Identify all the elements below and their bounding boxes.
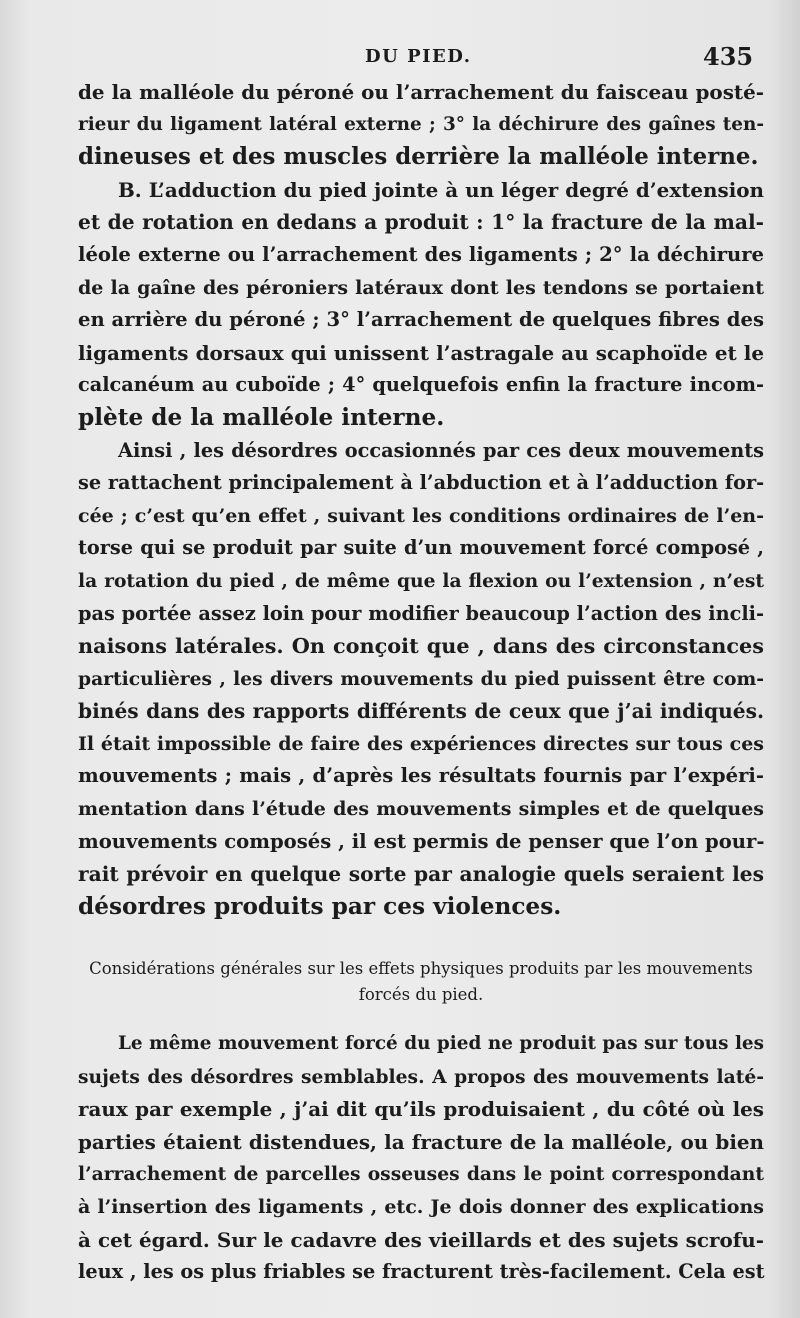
text-line: en arrière du péroné ; 3° l’arrachement de quelques fibres des xyxy=(78,308,764,332)
text-line: dineuses et des muscles derrière la malléole interne. xyxy=(78,143,759,171)
text-line: binés dans des rapports différents de ceux que j’ai indiqués. xyxy=(78,699,764,724)
section-heading xyxy=(78,956,764,1008)
text-line: raux par exemple , j’ai dit qu’ils produisaient , du côté où les xyxy=(78,1097,764,1122)
text-line: à l’insertion des ligaments , etc. Je dois donner des explications xyxy=(78,1195,764,1218)
text-line: rieur du ligament latéral externe ; 3° la déchirure des gaînes ten- xyxy=(78,113,764,135)
text-line: leux , les os plus friables se fracturent très-facilement. Cela est xyxy=(78,1260,765,1284)
text-line: calcanéum au cuboïde ; 4° quelquefois enfin la fracture incom- xyxy=(78,373,764,397)
main-text-continued xyxy=(78,1028,764,1289)
text-line: Le même mouvement forcé du pied ne produit pas sur tous les xyxy=(118,1033,764,1054)
text-line: mouvements composés , il est permis de penser que l’on pour- xyxy=(78,829,765,853)
text-line: torse qui se produit par suite d’un mouvement forcé composé , xyxy=(78,536,764,560)
main-text xyxy=(78,76,764,923)
section-heading-line-2: forcés du pied. xyxy=(358,985,484,1004)
running-title: DU PIED. xyxy=(365,46,472,67)
text-line: B. L’adduction du pied jointe à un léger degré d’extension xyxy=(118,177,764,202)
page-number: 435 xyxy=(703,42,754,71)
text-line: à cet égard. Sur le cadavre des vieillards et des sujets scrofu- xyxy=(78,1227,764,1252)
text-line: Ainsi , les désordres occasionnés par ces deux mouvements xyxy=(118,438,764,462)
text-line: sujets des désordres semblables. A propos des mouvements laté- xyxy=(78,1065,764,1088)
text-line: particulières , les divers mouvements du pied puissent être com- xyxy=(78,667,764,690)
text-line: ligaments dorsaux qui unissent l’astragale au scaphoïde et le xyxy=(78,340,764,365)
paragraph-2 xyxy=(78,174,764,435)
text-line: plète de la malléole interne. xyxy=(78,403,445,431)
text-line: pas portée assez loin pour modifier beaucoup l’action des incli- xyxy=(78,601,764,625)
text-line: et de rotation en dedans a produit : 1° la fracture de la mal- xyxy=(78,210,764,235)
paragraph-1 xyxy=(78,76,764,174)
paragraph-3 xyxy=(78,435,764,924)
text-line: mouvements ; mais , d’après les résultats fournis par l’expéri- xyxy=(78,764,764,788)
text-line: de la gaîne des péroniers latéraux dont les tendons se portaient xyxy=(78,276,764,299)
paragraph-4 xyxy=(78,1028,764,1289)
text-line: mentation dans l’étude des mouvements simples et de quelques xyxy=(78,798,764,821)
text-line: de la malléole du péroné ou l’arrachement du faisceau posté- xyxy=(78,80,764,104)
text-line: parties étaient distendues, la fracture de la malléole, ou bien xyxy=(78,1129,764,1154)
text-line: cée ; c’est qu’en effet , suivant les conditions ordinaires de l’en- xyxy=(78,504,764,527)
text-line: l’arrachement de parcelles osseuses dans le point correspondant xyxy=(78,1163,764,1186)
text-line: se rattachent principalement à l’abduction et à l’adduction for- xyxy=(78,471,765,495)
text-line: rait prévoir en quelque sorte par analogie quels seraient les xyxy=(78,862,764,887)
text-line: naisons latérales. On conçoit que , dans des circonstances xyxy=(78,633,764,659)
text-line: la rotation du pied , de même que la flexion ou l’extension , n’est xyxy=(78,569,764,592)
text-line: Il était impossible de faire des expériences directes sur tous ces xyxy=(78,732,764,755)
section-heading-line-1: Considérations générales sur les effets physiques produits par les mouvements xyxy=(89,959,753,978)
text-line: désordres produits par ces violences. xyxy=(78,892,562,920)
page-header xyxy=(0,42,800,72)
text-line: léole externe ou l’arrachement des ligaments ; 2° la déchirure xyxy=(78,242,764,266)
